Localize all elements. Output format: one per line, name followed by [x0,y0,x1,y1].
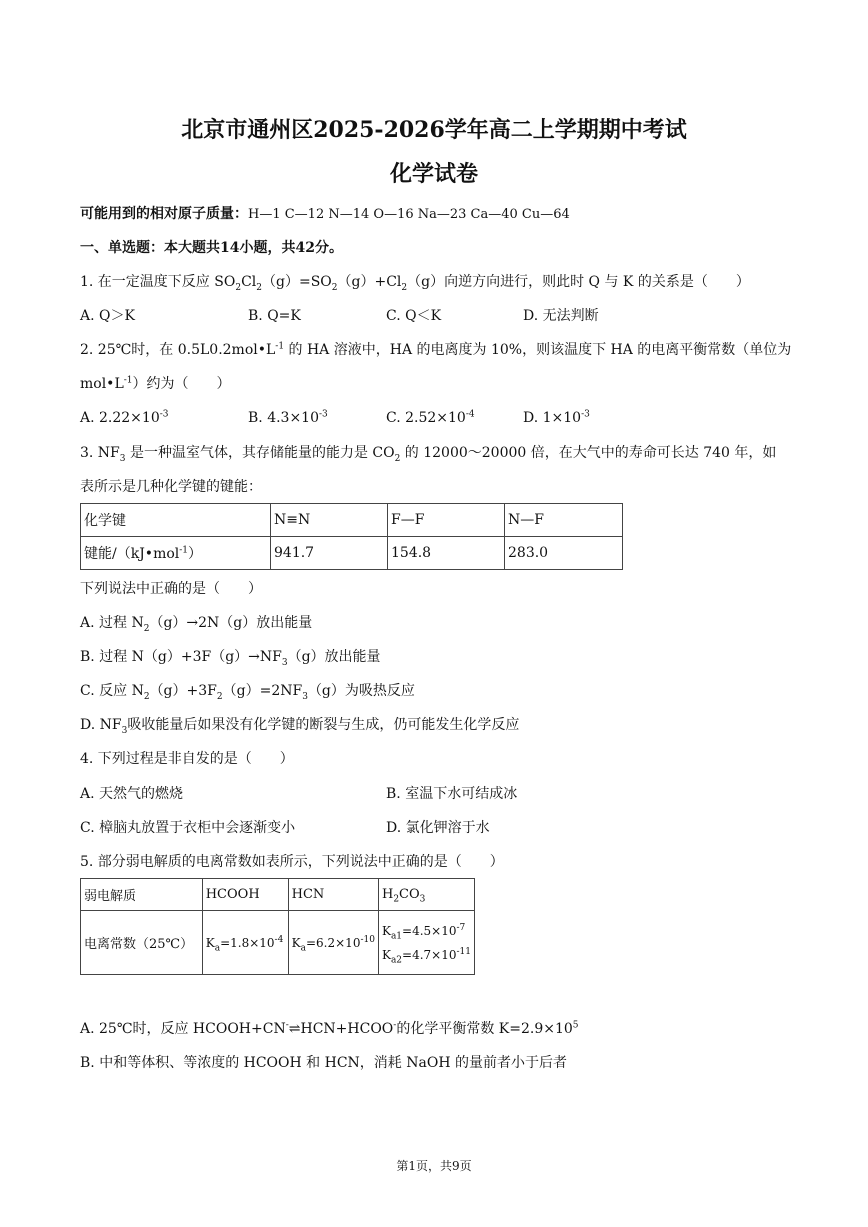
q2-option-b: B. $4.3\times 10^{-3}$ [248,409,328,426]
table-header-cell: F—F [388,504,505,537]
table-cell: 283.0 [505,537,623,570]
q4-option-a: A. 天然气的燃烧 [80,786,184,802]
table-cell: 154.8 [388,537,505,570]
ionization-constant-table [80,878,475,975]
q1-option-a: A. Q＞K [80,308,135,324]
q5-option-a: A. 25℃时，反应 HCOOH+CN-⇌HCN+HCOO-的化学平衡常数 $K=2.9\times 10^5$ [80,1020,579,1037]
question-3-prompt: 下列说法中正确的是（ ） [80,581,262,597]
q5-option-b: B. 中和等体积、等浓度的 HCOOH 和 HCN，消耗 NaOH 的量前者小于后者 [80,1055,567,1071]
table-header-cell: HCN [288,879,378,911]
atomic-mass-label: 可能用到的相对原子质量： [80,206,248,222]
table-cell: 941.7 [271,537,388,570]
ka1-value: $K_{a1}=4.5\times 10^{-7}$ [381,922,466,941]
q1-option-b: B. Q=K [248,308,301,324]
atomic-mass-values: H—1 C—12 N—14 O—16 Na—23 Ca—40 Cu—64 [248,207,570,222]
question-1: 1. 在一定温度下反应 $SO_2Cl_2(g)=SO_2(g)+Cl_2(g)$向逆方向进行，则此时 Q 与 K 的关系是（ ） [80,274,750,293]
table-header-cell: 化学键 [81,504,271,537]
q2-option-a: A. $2.22\times 10^{-3}$ [80,409,169,426]
exam-subtitle: 化学试卷 [389,161,478,187]
table-cell [378,911,474,975]
q3-option-d: D. $NF_3$吸收能量后如果没有化学键的断裂与生成，仍可能发生化学反应 [80,717,520,736]
bond-energy-table [80,503,623,570]
table-header-cell: N≡N [271,504,388,537]
question-4: 4. 下列过程是非自发的是（ ） [80,751,294,767]
q2-option-d: D. $1\times 10^{-3}$ [523,409,590,426]
question-3-line-1: 3. $NF_3$ 是一种温室气体，其存储能量的能力是 $CO_2$ 的 12000～20000 倍，在大气中的寿命可长达 740 年，如 [80,445,777,464]
atomic-mass-line [80,205,570,224]
table-cell: $K_a=1.8\times 10^{-4}$ [202,911,288,975]
q4-option-c: C. 樟脑丸放置于衣柜中会逐渐变小 [80,820,296,836]
question-2-line-2: $mol•L^{-1}$）约为（ ） [80,375,231,392]
question-5: 5. 部分弱电解质的电离常数如表所示，下列说法中正确的是（ ） [80,854,504,870]
q3-option-b: B. 过程 $N(g)+3F(g)\to NF_3(g)$放出能量 [80,649,381,668]
question-2-line-1: 2. 25℃时，在 $0.5L0.2mol•L^{-1}$ 的 HA 溶液中，HA 的电离度为 10%，则该温度下 HA 的电离平衡常数（单位为 [80,341,792,358]
table-header-cell: $H_2CO_3$ [378,879,474,911]
ka2-value: $K_{a2}=4.7\times 10^{-11}$ [381,946,471,965]
q4-option-b: B. 室温下水可结成冰 [386,786,518,802]
q1-option-c: C. Q＜K [386,308,442,324]
section-heading: 一、单选题：本大题共14小题，共42分。 [80,240,343,256]
exam-title: 北京市通州区2025-2026学年高二上学期期中考试 [181,117,687,143]
q4-option-d: D. 氯化钾溶于水 [386,820,490,836]
q2-option-c: C. $2.52\times 10^{-4}$ [386,409,475,426]
table-header-cell: N—F [505,504,623,537]
page-footer: 第1页，共9页 [396,1159,472,1173]
q3-option-a: A. 过程 $N_2(g)\to 2N(g)$放出能量 [80,615,313,634]
table-header-cell: 弱电解质 [81,879,203,911]
table-header-cell: HCOOH [202,879,288,911]
table-row-label: 电离常数（25℃） [81,911,203,975]
q1-option-d: D. 无法判断 [523,308,599,324]
table-cell: $K_a=6.2\times 10^{-10}$ [288,911,378,975]
table-row-label: 键能/（kJ•mol$^{-1}$） [81,537,271,570]
question-3-line-2: 表所示是几种化学键的键能： [80,479,262,495]
q3-option-c: C. 反应 $N_2(g)+3F_2(g)=2NF_3(g)$为吸热反应 [80,683,415,702]
